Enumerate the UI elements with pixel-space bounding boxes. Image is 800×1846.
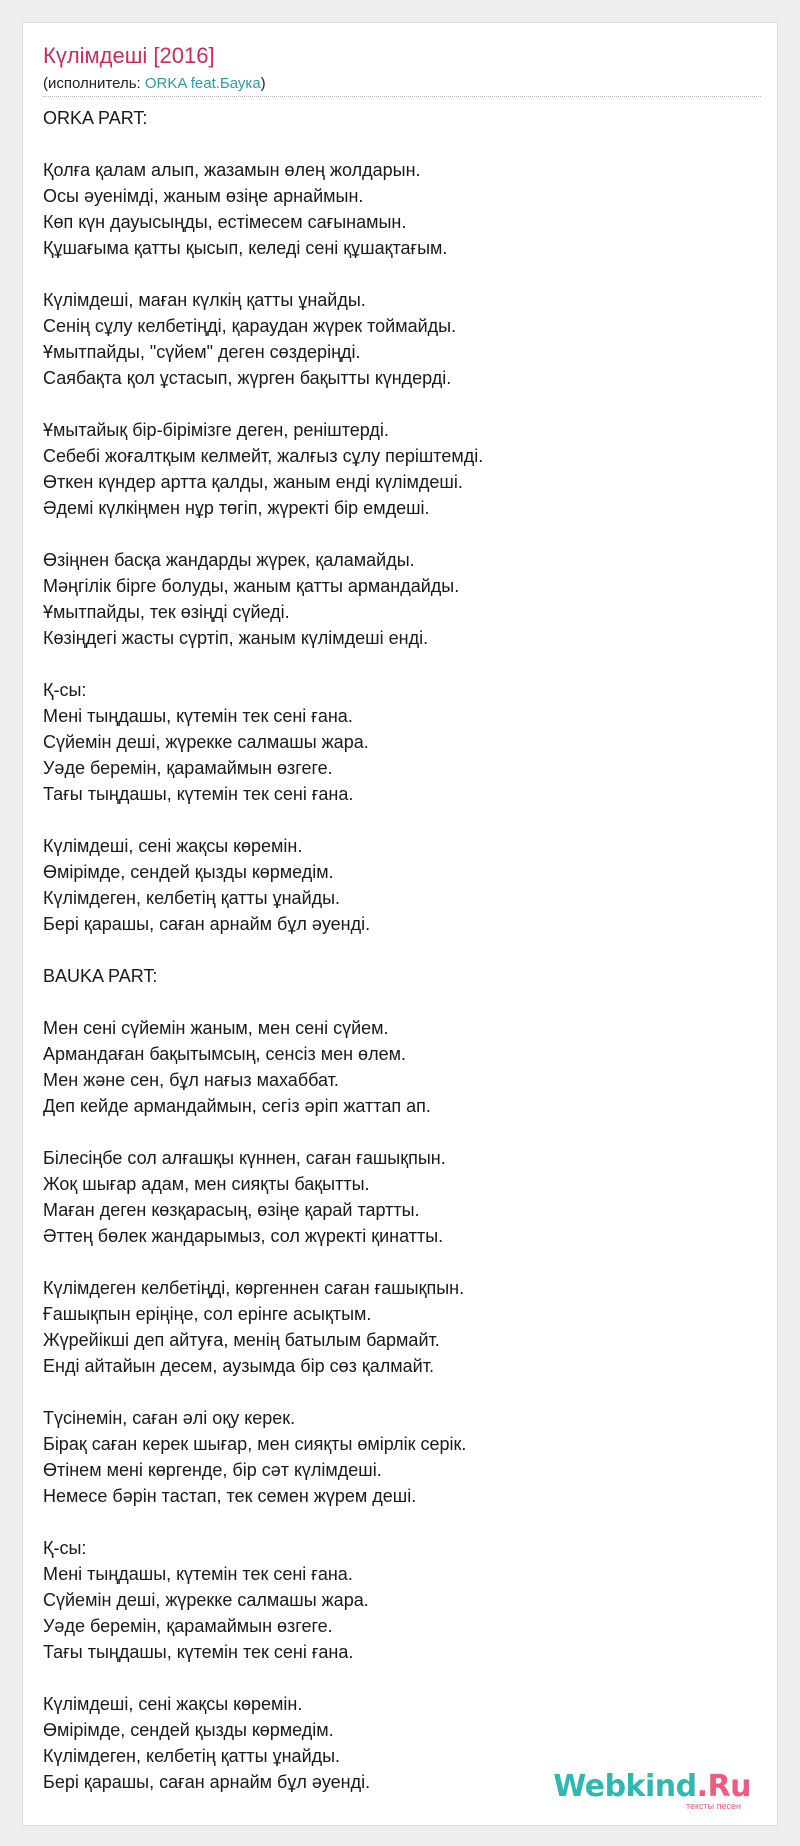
stanza-gap [43, 807, 761, 833]
stanza-gap [43, 261, 761, 287]
logo-wordmark [553, 1771, 751, 1803]
site-logo[interactable] [553, 1771, 751, 1811]
stanza-gap [43, 1509, 761, 1535]
artist-link[interactable]: ORKA feat.Баука [144, 75, 261, 92]
lyric-line: Ұмытпайды, "сүйем" деген сөздеріңді. [43, 342, 361, 362]
stanza-gap [43, 937, 761, 963]
song-title: Күлімдеші [2016] [43, 43, 215, 68]
lyric-line: Немесе бәрін тастап, тек семен жүрем деші. [43, 1486, 417, 1506]
lyric-line: Білесіңбе сол алғашқы күннен, саған ғашықпын. [43, 1148, 446, 1168]
lyric-line: Бері қарашы, саған арнайм бұл әуенді. [43, 914, 371, 934]
stanza-gap [43, 1379, 761, 1405]
lyric-line: Күлімдеген келбетіңді, көргеннен саған ғашықпын. [43, 1278, 465, 1298]
lyric-line: Қ-сы: [43, 680, 87, 700]
lyric-line: Өткен күндер артта қалды, жаным енді күлімдеші. [43, 472, 463, 492]
lyric-line: Ұмытайық бір-бірімізге деген, реніштерді. [43, 420, 389, 440]
lyrics-card [22, 22, 778, 1826]
lyric-line: Күлімдеген, келбетің қатты ұнайды. [43, 888, 341, 908]
stanza-gap [43, 131, 761, 157]
lyric-line: Мен және сен, бұл нағыз махаббат. [43, 1070, 339, 1090]
lyric-line: Армандаған бақытымсың, сенсіз мен өлем. [43, 1044, 406, 1064]
lyric-line: Көзіңдегі жасты сүртіп, жаным күлімдеші енді. [43, 628, 429, 648]
lyric-line: Ұмытпайды, тек өзіңді сүйеді. [43, 602, 290, 622]
stanza-gap [43, 651, 761, 677]
logo-tagline: тексты песен [685, 1801, 741, 1811]
lyric-line: Өмірімде, сендей қызды көрмедім. [43, 1720, 334, 1740]
lyric-line: Себебі жоғалтқым келмейт, жалғыз сұлу періштемді. [43, 446, 484, 466]
lyric-line: Қ-сы: [43, 1538, 87, 1558]
lyric-line: Осы әуенімді, жаным өзіңе арнаймын. [43, 186, 364, 206]
lyric-line: BAUKA PART: [43, 966, 158, 986]
lyric-line: Жүрейікші деп айтуға, менің батылым бармайт. [43, 1330, 440, 1350]
lyric-line: Ғашықпын еріңіңе, сол ерінге асықтым. [43, 1304, 372, 1324]
lyric-line: Әдемі күлкіңмен нұр төгіп, жүректі бір емдеші. [43, 498, 430, 518]
lyric-line: Уәде беремін, қарамаймын өзгеге. [43, 1616, 333, 1636]
stanza-gap [43, 391, 761, 417]
lyric-line: Түсінемін, саған әлі оқу керек. [43, 1408, 296, 1428]
lyric-line: Әттең бөлек жандарымыз, сол жүректі қинатты. [43, 1226, 444, 1246]
lyric-line: Саябақта қол ұстасып, жүрген бақытты күндерді. [43, 368, 452, 388]
lyric-line: Өтінем мені көргенде, бір сәт күлімдеші. [43, 1460, 382, 1480]
lyric-line: Уәде беремін, қарамаймын өзгеге. [43, 758, 333, 778]
stanza-gap [43, 1665, 761, 1691]
lyric-line: Сүйемін деші, жүрекке салмашы жара. [43, 732, 369, 752]
lyric-line: Мені тыңдашы, күтемін тек сені ғана. [43, 1564, 353, 1584]
lyric-line: ORKA PART: [43, 108, 148, 128]
stanza-gap [43, 1249, 761, 1275]
lyric-line: Мені тыңдашы, күтемін тек сені ғана. [43, 706, 353, 726]
lyric-line: Маған деген көзқарасың, өзіңе қарай тартты. [43, 1200, 420, 1220]
lyric-line: Сүйемін деші, жүрекке салмашы жара. [43, 1590, 369, 1610]
logo-tld: .Ru [696, 1769, 751, 1804]
lyrics-text [43, 105, 761, 1795]
lyric-line: Сенің сұлу келбетіңді, қараудан жүрек тоймайды. [43, 316, 457, 336]
lyric-line: Күлімдеші, сені жақсы көремін. [43, 1694, 303, 1714]
byline-prefix: (исполнитель: [43, 75, 145, 92]
lyric-line: Өмірімде, сендей қызды көрмедім. [43, 862, 334, 882]
lyric-line: Деп кейде армандаймын, сегіз әріп жаттап ап. [43, 1096, 431, 1116]
stanza-gap [43, 1119, 761, 1145]
stanza-gap [43, 521, 761, 547]
lyric-line: Жоқ шығар адам, мен сияқты бақытты. [43, 1174, 370, 1194]
lyric-line: Қолға қалам алып, жазамын өлең жолдарын. [43, 160, 421, 180]
lyric-line: Мен сені сүйемін жаным, мен сені сүйем. [43, 1018, 389, 1038]
lyric-line: Күлімдеші, маған күлкің қатты ұнайды. [43, 290, 366, 310]
lyric-line: Күлімдеген, келбетің қатты ұнайды. [43, 1746, 341, 1766]
lyric-line: Мәңгілік бірге болуды, жаным қатты армандайды. [43, 576, 460, 596]
title-divider [43, 96, 761, 97]
lyric-line: Тағы тыңдашы, күтемін тек сені ғана. [43, 1642, 354, 1662]
byline-suffix: ) [260, 75, 266, 92]
lyric-line: Енді айтайын десем, аузымда бір сөз қалмайт. [43, 1356, 434, 1376]
lyric-line: Құшағыма қатты қысып, келеді сені құшақтағым. [43, 238, 448, 258]
lyric-line: Тағы тыңдашы, күтемін тек сені ғана. [43, 784, 354, 804]
logo-name: Webkind [553, 1769, 697, 1804]
lyric-line: Бірақ саған керек шығар, мен сияқты өмірлік серік. [43, 1434, 467, 1454]
artist-byline [43, 75, 266, 93]
lyric-line: Күлімдеші, сені жақсы көремін. [43, 836, 303, 856]
lyric-line: Өзіңнен басқа жандарды жүрек, қаламайды. [43, 550, 415, 570]
stanza-gap [43, 989, 761, 1015]
lyric-line: Бері қарашы, саған арнайм бұл әуенді. [43, 1772, 371, 1792]
lyric-line: Көп күн дауысыңды, естімесем сағынамын. [43, 212, 407, 232]
